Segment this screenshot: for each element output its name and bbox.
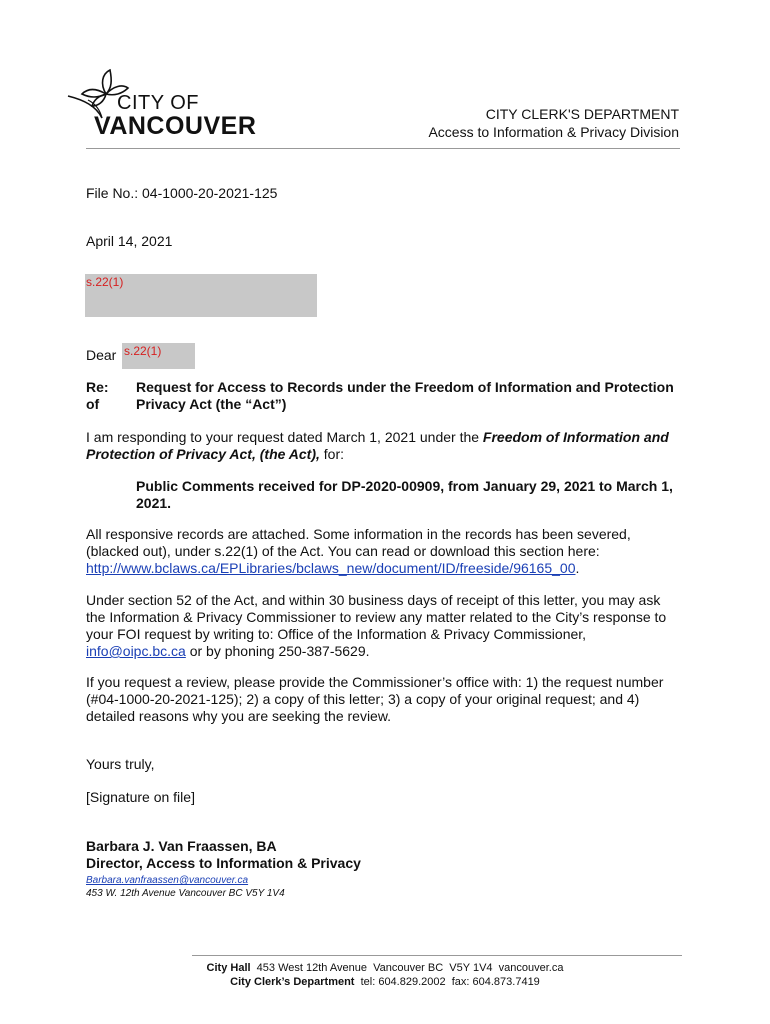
link-period: .	[575, 560, 580, 576]
footer-department: City Clerk’s Department	[230, 976, 355, 988]
records-line2: (blacked out), under s.22(1) of the Act. You can read or download this section here:	[86, 543, 600, 559]
footer-line2	[0, 975, 770, 989]
records-line1: All responsive records are attached. Some information in the records has been severed,	[86, 526, 631, 542]
paragraph-records	[86, 526, 696, 577]
signer-address: 453 W. 12th Avenue Vancouver BC V5Y 1V4	[86, 888, 285, 899]
request-line2: 2021.	[136, 495, 172, 511]
intro-for: for:	[319, 446, 345, 462]
closing: Yours truly,	[86, 756, 155, 772]
redaction-label: s.22(1)	[86, 275, 124, 289]
bclaws-link[interactable]: http://www.bclaws.ca/EPLibraries/bclaws_new/document/ID/freeside/96165_00	[86, 560, 576, 576]
signer-name: Barbara J. Van Fraassen, BA	[86, 838, 277, 854]
paragraph-intro	[86, 429, 686, 463]
phone-text: or by phoning 250-387-5629.	[185, 643, 370, 659]
review-line2: the Information & Privacy Commissioner to review any matter related to the City’s response to	[86, 609, 667, 625]
salutation-redaction-label: s.22(1)	[124, 344, 162, 358]
salutation: Dear	[86, 347, 117, 363]
footer-address: 453 West 12th Avenue Vancouver BC V5Y 1V4 vancouver.ca	[250, 962, 564, 974]
oipc-email-link[interactable]: info@oipc.bc.ca	[86, 643, 186, 659]
requirements-line1: If you request a review, please provide the Commissioner’s office with: 1) the request number	[86, 674, 664, 690]
signer-title: Director, Access to Information & Privacy	[86, 855, 361, 871]
footer-line1	[0, 961, 770, 975]
request-description	[136, 478, 686, 512]
division-name: Access to Information & Privacy Division	[428, 124, 679, 140]
signature-note: [Signature on file]	[86, 789, 195, 805]
footer-contact: tel: 604.829.2002 fax: 604.873.7419	[354, 976, 540, 988]
re-subject-line2: Privacy Act (the “Act”)	[136, 396, 287, 412]
re-label: Re:	[86, 379, 109, 395]
requirements-line3: detailed reasons why you are seeking the review.	[86, 708, 392, 724]
footer-divider	[192, 955, 682, 956]
letter-date: April 14, 2021	[86, 233, 173, 249]
act-name-part2: Protection of Privacy Act, (the Act),	[86, 446, 320, 462]
logo-line-city-of: CITY OF	[117, 92, 200, 114]
logo-line-vancouver: VANCOUVER	[94, 112, 257, 140]
footer-city-hall: City Hall	[206, 962, 251, 974]
re-subject-line1: Request for Access to Records under the Freedom of Information and Protection	[136, 379, 674, 395]
paragraph-review-rights	[86, 592, 696, 660]
review-line1: Under section 52 of the Act, and within 30 business days of receipt of this letter, you may ask	[86, 592, 661, 608]
signer-email-link[interactable]: Barbara.vanfraassen@vancouver.ca	[86, 875, 249, 886]
department-header	[428, 105, 679, 141]
department-name: CITY CLERK'S DEPARTMENT	[485, 106, 679, 122]
re-of-label: of	[86, 396, 100, 412]
file-number: File No.: 04-1000-20-2021-125	[86, 185, 278, 201]
paragraph-review-requirements	[86, 674, 696, 725]
intro-text: I am responding to your request dated March 1, 2021 under the	[86, 429, 483, 445]
review-line3: your FOI request by writing to: Office of the Information & Privacy Commissioner,	[86, 626, 587, 642]
header-divider	[86, 148, 680, 149]
act-name-part1: Freedom of Information and	[482, 429, 669, 445]
requirements-line2: (#04-1000-20-2021-125); 2) a copy of this letter; 3) a copy of your original request; and 4)	[86, 691, 640, 707]
request-line1: Public Comments received for DP-2020-00909, from January 29, 2021 to March 1,	[136, 478, 673, 494]
